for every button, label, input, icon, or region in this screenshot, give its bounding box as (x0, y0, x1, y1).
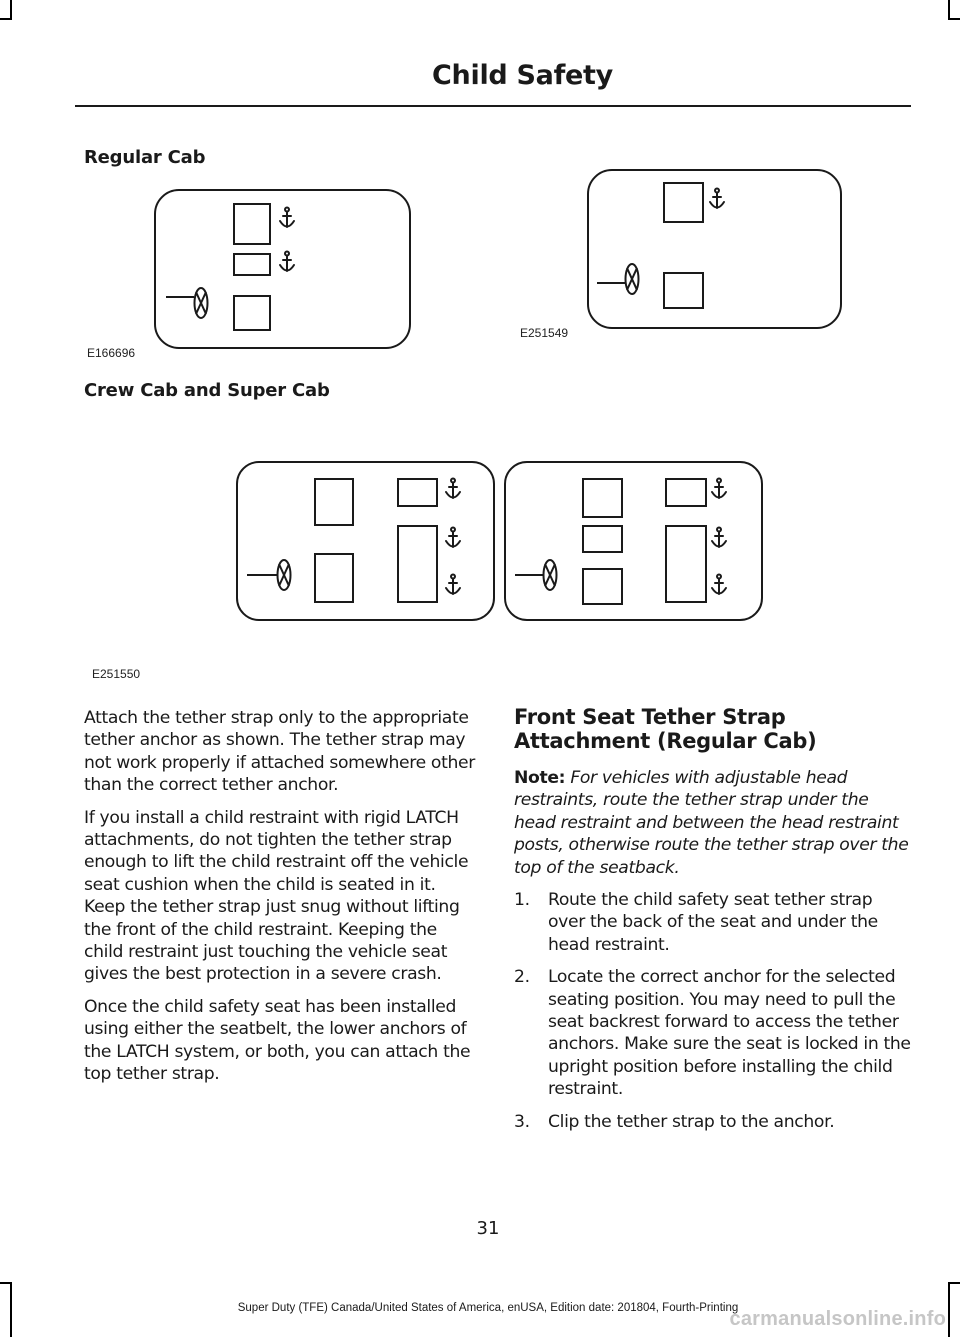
list-item (514, 889, 914, 956)
step-number: 2. (514, 967, 530, 988)
regular-cab-diagram-1 (150, 186, 415, 354)
crop-mark (10, 0, 12, 20)
figure-code: E251549 (520, 326, 569, 340)
anchor-icon (712, 479, 726, 499)
paragraph: If you install a child restraint with rigid LATCH attachments, do not tighten the tether strap enough to lift the child restraint off the vehicle seat cushion when the child is seated in it. Keep the tether strap just snug without lifting the front of the child restraint. Keeping the child restraint just touching the vehicle seat gives the best protection in a severe crash. (84, 807, 469, 985)
regular-cab-diagram-2 (583, 166, 848, 334)
anchor-icon (446, 479, 460, 499)
watermark: carmanualsonline.info (729, 1308, 946, 1330)
crew-cab-diagram-right (501, 458, 766, 626)
crop-mark (0, 18, 12, 20)
page-number: 31 (476, 1218, 500, 1239)
note-text: For vehicles with adjustable head restraints, route the tether strap under the head restraint and between the head restraint posts, otherwise route the tether strap over the top of the seatback. (514, 768, 909, 878)
list-item (514, 966, 914, 1100)
steering-wheel-icon (515, 560, 557, 590)
anchor-icon (280, 208, 294, 228)
anchor-icon (710, 189, 724, 209)
note (514, 767, 914, 879)
paragraph: Attach the tether strap only to the appropriate tether anchor as shown. The tether strap may not work properly if attached somewhere other than the correct tether anchor. (84, 708, 475, 796)
footer-text: Super Duty (TFE) Canada/United States of America, enUSA, Edition date: 201804, Fourth-Printing (237, 1302, 739, 1314)
step-text: Locate the correct anchor for the selected seating position. You may need to pull the seat backrest forward to access the tether anchors. Make sure the seat is locked in the upright position before installing the child restraint. (548, 967, 911, 1100)
crop-mark (0, 1282, 12, 1284)
crew-cab-label: Crew Cab and Super Cab (84, 380, 330, 401)
anchor-icon (712, 528, 726, 548)
anchor-icon (712, 575, 726, 595)
left-column (84, 707, 478, 1096)
step-number: 3. (514, 1111, 530, 1132)
list-item (514, 1111, 914, 1133)
section-heading: Front Seat Tether Strap Attachment (Regular Cab) (514, 705, 817, 753)
step-text: Route the child safety seat tether strap over the back of the seat and under the head restraint. (548, 890, 878, 955)
right-column (514, 705, 914, 1143)
anchor-icon (446, 528, 460, 548)
page-title: Child Safety (432, 60, 613, 91)
steering-wheel-icon (166, 288, 208, 318)
steering-wheel-icon (247, 560, 291, 590)
step-number: 1. (514, 890, 530, 911)
note-label: Note: (514, 768, 566, 788)
figure-code: E166696 (87, 346, 136, 360)
anchor-icon (446, 575, 460, 595)
crop-mark (948, 1282, 960, 1284)
header-divider (75, 105, 911, 107)
regular-cab-label: Regular Cab (84, 147, 206, 168)
step-text: Clip the tether strap to the anchor. (548, 1111, 835, 1132)
crop-mark (948, 18, 960, 20)
crew-cab-diagram-left (233, 458, 498, 626)
steering-wheel-icon (597, 264, 639, 294)
steps-list (514, 889, 914, 1133)
anchor-icon (280, 252, 294, 272)
figure-code: E251550 (92, 667, 141, 681)
crop-mark (948, 0, 950, 20)
paragraph: Once the child safety seat has been installed using either the seatbelt, the lower anchors of the LATCH system, or both, you can attach the top tether strap. (84, 996, 471, 1085)
